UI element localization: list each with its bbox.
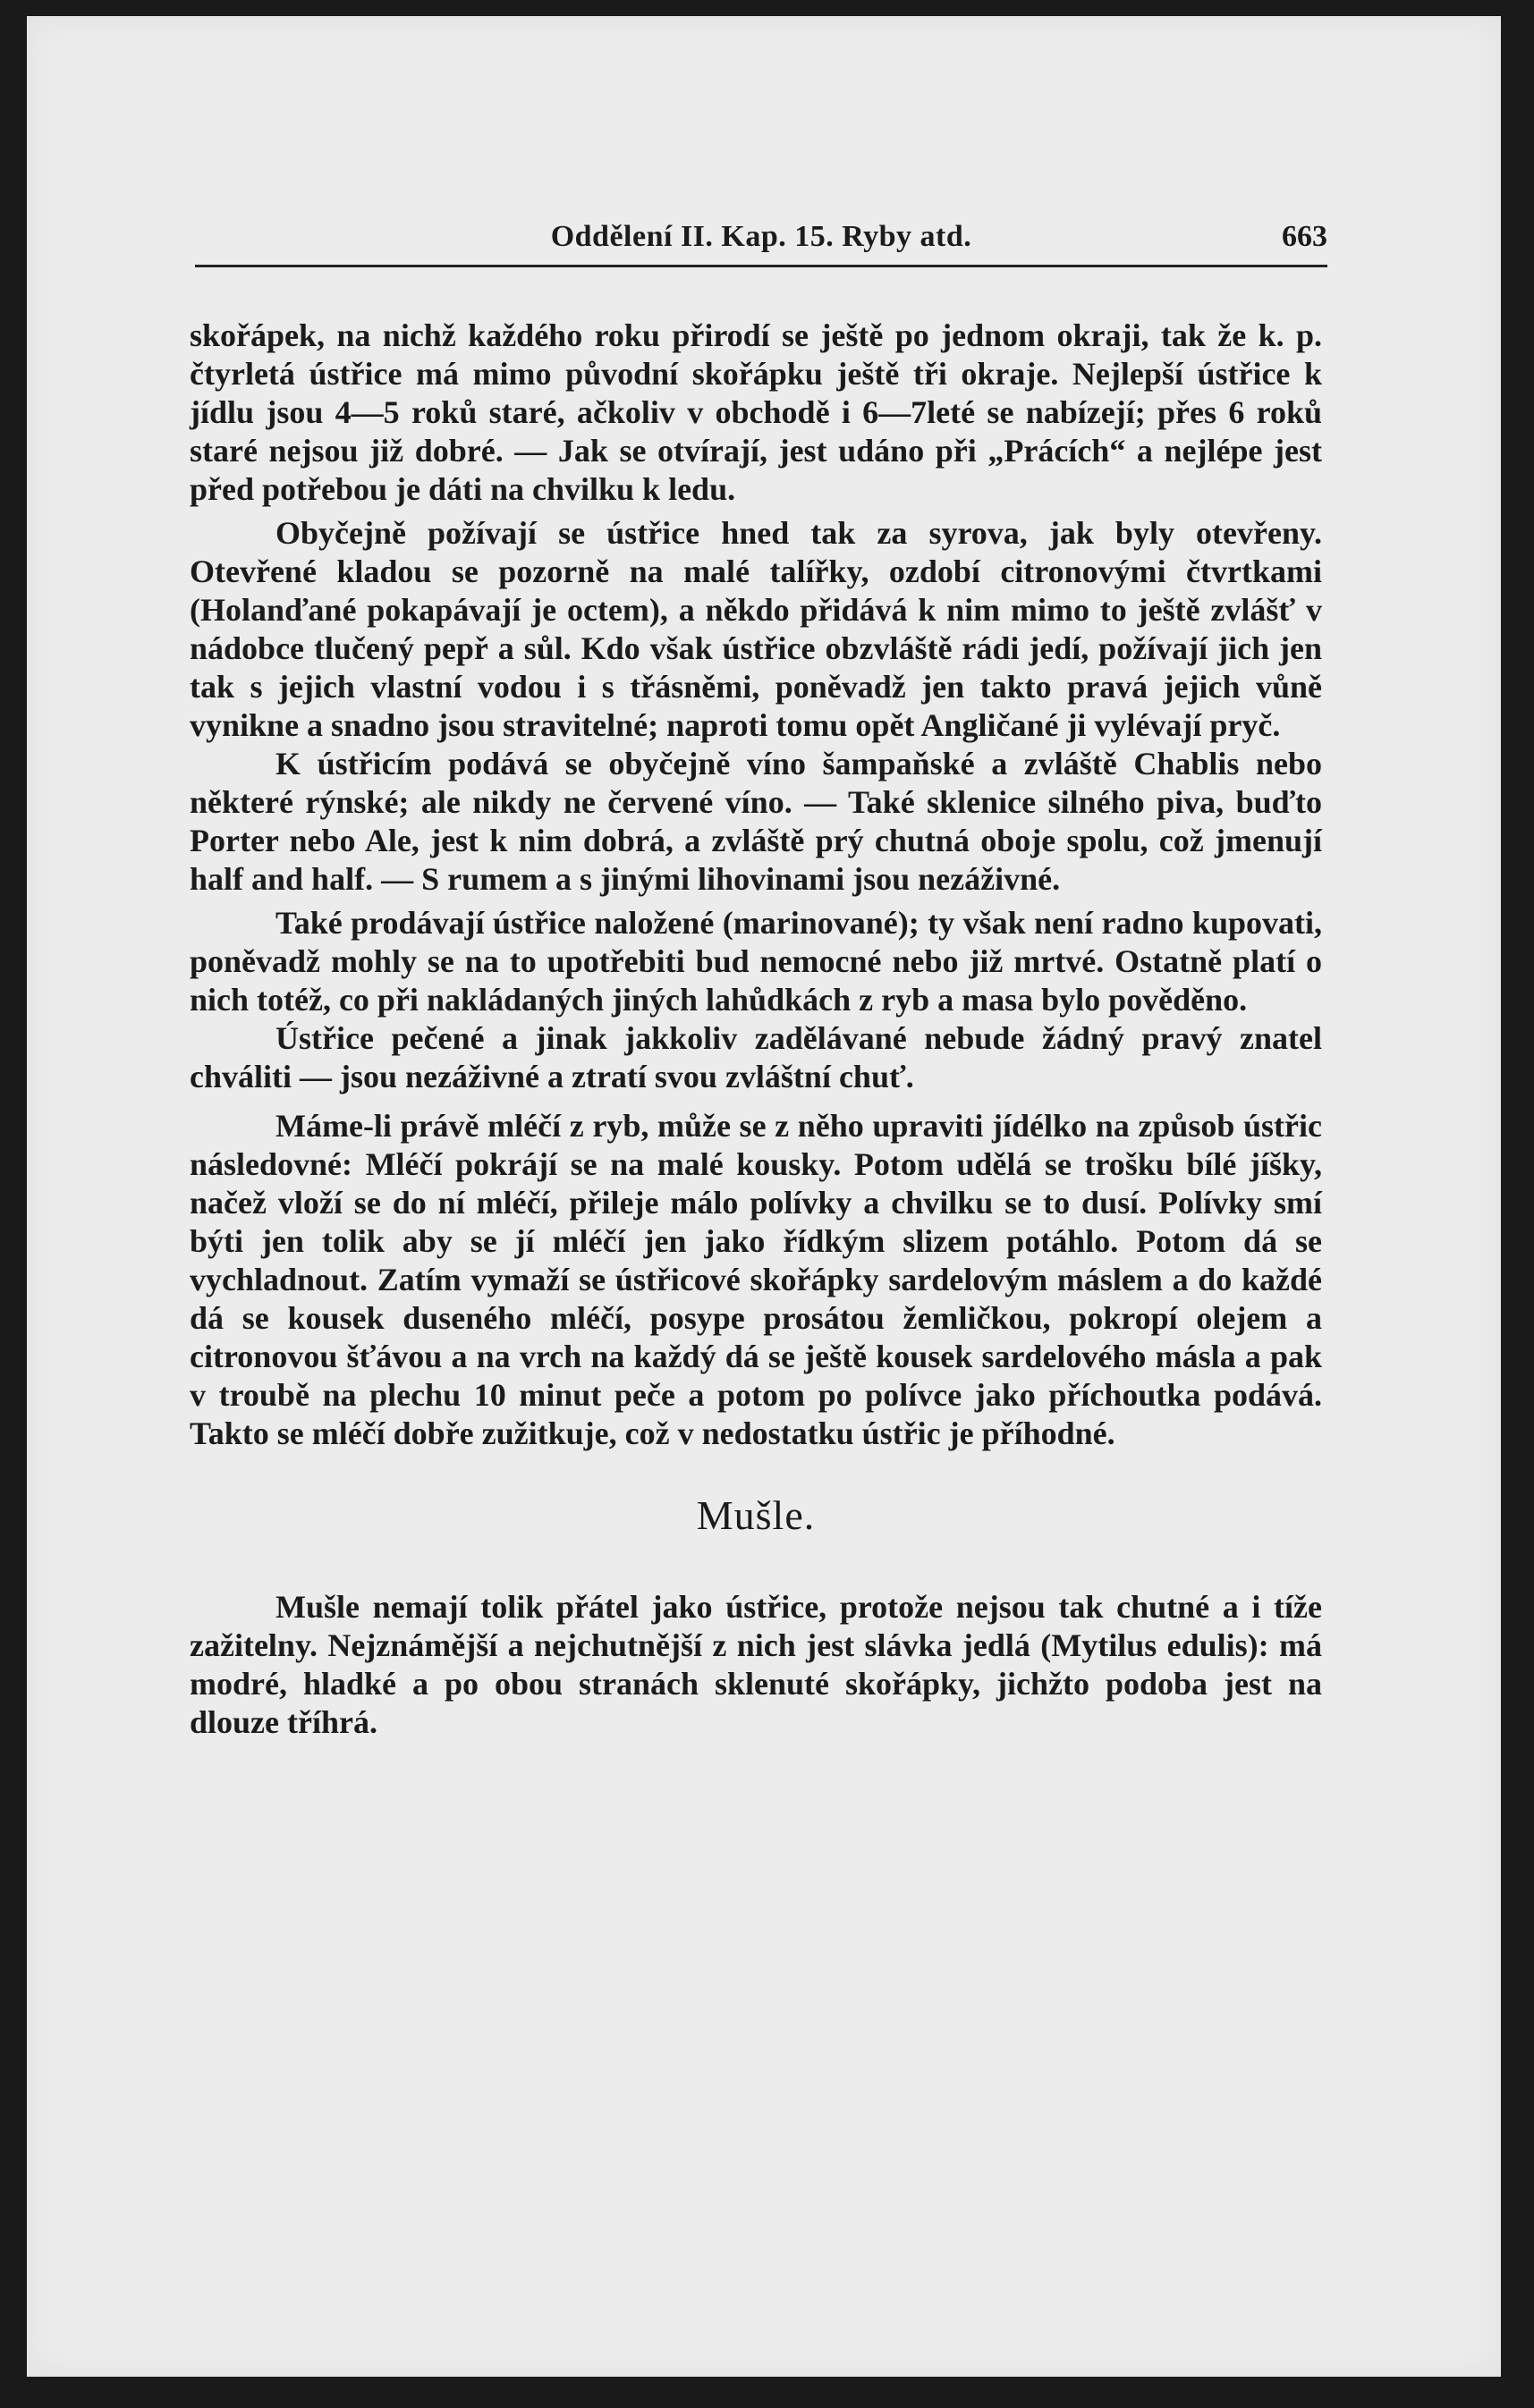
book-page xyxy=(27,16,1501,2377)
running-head xyxy=(195,215,1327,267)
paragraph-milt-recipe: Máme-li právě mléčí z ryb, může se z něho upraviti jídélko na způsob ústřic následovné: Mléčí pokrájí se na malé kousky. Potom udělá se trošku bílé jíšky, načež vloží se do ní mléčí, přileje málo polívky a chvilku se to dusí. Polívky smí býti jen tolik aby se jí mléčí jen jako řídkým slizem potáhlo. Potom dá se vychladnout. Zatím vymaží se ústřicové skořápky sardelovým máslem a do každé dá se kousek duseného mléčí, posype prosátou žemličkou, pokropí olejem a citronovou šťávou a na vrch na každý dá se ještě kousek sardelového másla a pak v troubě na plechu 10 minut peče a potom po polívce jako příchoutka podává. Takto se mléčí dobře zužitkuje, což v nedostatku ústřic je příhodné. xyxy=(190,1108,1322,1451)
page-number: 663 xyxy=(1282,220,1327,253)
paragraph-wine-pairing: K ústřicím podává se obyčejně víno šampaňské a zvláště Chablis nebo některé rýnské; ale nikdy ne červené víno. — Také sklenice silného piva, buďto Porter nebo Ale, jest k nim dobrá, a zvláště prý chutná oboje spolu, což jmenují half and half. — S rumem a s jinými lihovinami jsou nezáživné. xyxy=(190,746,1322,897)
section-heading: Mušle. xyxy=(696,1492,816,1538)
running-head-title: Oddělení II. Kap. 15. Ryby atd. xyxy=(550,220,972,253)
paragraph-marinated: Také prodávají ústřice naložené (marinované); ty však není radno kupovati, poněvadž mohly se na to upotřebiti bud nemocné nebo již mrtvé. Ostatně platí o nich totéž, co při nakládaných jiných lahůdkách z ryb a masa bylo pověděno. xyxy=(190,905,1322,1018)
paragraph-baked: Ústřice pečené a jinak jakkoliv zadělávané nebude žádný pravý znatel chváliti — jsou nezáživné a ztratí svou zvláštní chuť. xyxy=(190,1020,1322,1094)
paragraph-mussels: Mušle nemají tolik přátel jako ústřice, protože nejsou tak chutné a i tíže zažitelny. Nejznámější a nejchutnější z nich jest slávka jedlá (Mytilus edulis): má modré, hladké a po obou stranách sklenuté skořápky, jichžto podoba jest na dlouze tříhrá. xyxy=(190,1589,1322,1740)
paragraph-raw-oysters: Obyčejně požívají se ústřice hned tak za syrova, jak byly otevřeny. Otevřené kladou se pozorně na malé talířky, ozdobí citronovými čtvrtkami (Holanďané pokapávají je octem), a někdo přidává k nim mimo to ještě zvlášť v nádobce tlučený pepř a sůl. Kdo však ústřice obzvláště rádi jedí, požívají jich jen tak s jejich vlastní vodou i s třásněmi, poněvadž jen takto pravá jejich vůně vynikne a snadno jsou stravitelné; naproti tomu opět Angličané ji vylévají pryč. xyxy=(190,515,1322,743)
body-text xyxy=(190,317,1322,1742)
paragraph-continued: skořápek, na nichž každého roku přirodí se ještě po jednom okraji, tak že k. p. čtyrletá ústřice má mimo původní skořápku ještě tři okraje. Nejlepší ústřice k jídlu jsou 4—5 roků staré, ačkoliv v obchodě i 6—7leté se nabízejí; přes 6 roků staré nejsou již dobré. — Jak se otvírají, jest udáno při „Prácích“ a nejlépe jest před potřebou je dáti na chvilku k ledu. xyxy=(190,317,1322,507)
